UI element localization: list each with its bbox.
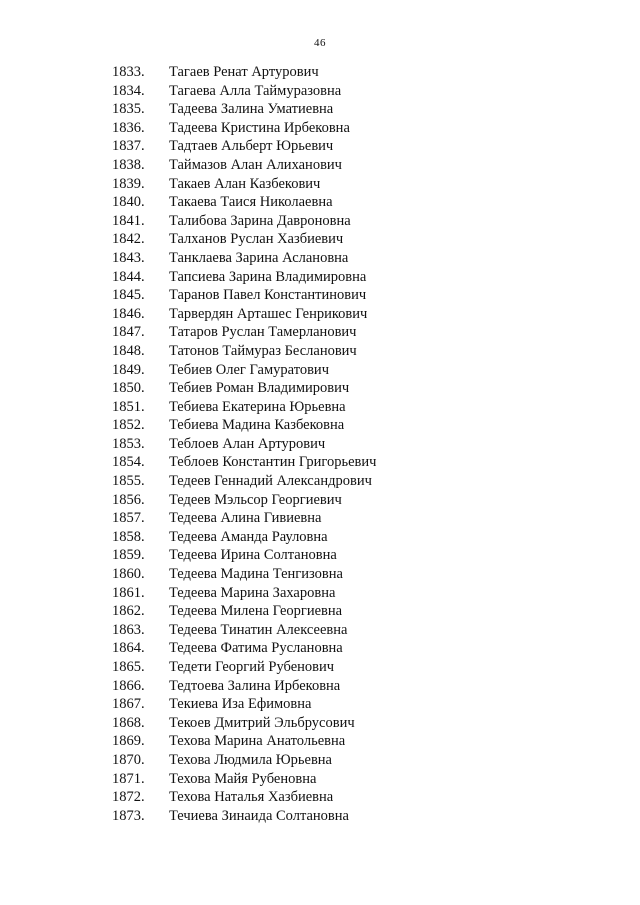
- entry-name: Тебиева Мадина Казбековна: [169, 417, 345, 434]
- list-item: [112, 528, 376, 547]
- entry-name: Тебиева Екатерина Юрьевна: [169, 398, 346, 415]
- entry-name: Техова Людмила Юрьевна: [169, 751, 332, 768]
- entry-number: 1846.: [112, 305, 145, 322]
- list-item: [112, 546, 376, 565]
- entry-number: 1853.: [112, 435, 145, 452]
- list-item: [112, 714, 376, 733]
- entry-number: 1860.: [112, 566, 145, 583]
- entry-name: Тедеев Мэльсор Георгиевич: [169, 491, 342, 508]
- entry-number: 1857.: [112, 510, 145, 527]
- list-item: [112, 156, 376, 175]
- list-item: [112, 770, 376, 789]
- list-item: [112, 63, 376, 82]
- list-item: [112, 677, 376, 696]
- entry-name: Тедеева Ирина Солтановна: [169, 547, 337, 564]
- list-item: [112, 732, 376, 751]
- entry-name: Тедеева Фатима Руслановна: [169, 640, 343, 657]
- entry-name: Текиева Иза Ефимовна: [169, 696, 312, 713]
- list-item: [112, 472, 376, 491]
- list-item: [112, 379, 376, 398]
- entry-number: 1847.: [112, 324, 145, 341]
- list-item: [112, 323, 376, 342]
- entry-number: 1865.: [112, 659, 145, 675]
- entry-name: Текоев Дмитрий Эльбрусович: [169, 714, 355, 731]
- list-item: [112, 193, 376, 212]
- entry-name: Тедеева Милена Георгиевна: [169, 603, 343, 620]
- list-item: [112, 137, 376, 156]
- entry-number: 1868.: [112, 714, 145, 731]
- entry-number: 1870.: [112, 751, 145, 768]
- entry-name: Тедети Георгий Рубенович: [169, 659, 335, 675]
- list-item: [112, 342, 376, 361]
- entry-number: 1850.: [112, 380, 145, 397]
- entry-name: Тадтаев Альберт Юрьевич: [169, 138, 334, 155]
- entry-number: 1863.: [112, 621, 145, 638]
- entry-name: Тедеев Геннадий Александрович: [169, 473, 372, 490]
- entry-name: Тадеева Кристина Ирбековна: [169, 119, 350, 136]
- entry-name: Техова Наталья Хазбиевна: [169, 789, 334, 806]
- name-list: [112, 63, 376, 825]
- entry-name: Тедеева Марина Захаровна: [169, 584, 336, 601]
- entry-number: 1873.: [112, 807, 145, 824]
- entry-name: Тедеева Алина Гивиевна: [169, 510, 322, 527]
- entry-number: 1869.: [112, 733, 145, 750]
- entry-number: 1867.: [112, 696, 145, 713]
- entry-number: 1852.: [112, 417, 145, 434]
- entry-name: Тедтоева Залина Ирбековна: [169, 677, 341, 694]
- list-item: [112, 398, 376, 417]
- entry-name: Танклаева Зарина Аслановна: [169, 249, 349, 266]
- entry-name: Тебиев Олег Гамуратович: [169, 361, 329, 378]
- list-item: [112, 286, 376, 305]
- list-item: [112, 602, 376, 621]
- entry-name: Такаев Алан Казбекович: [169, 175, 321, 192]
- entry-number: 1851.: [112, 398, 145, 415]
- entry-number: 1862.: [112, 603, 145, 620]
- entry-name: Теблоев Константин Григорьевич: [169, 454, 377, 471]
- entry-number: 1842.: [112, 231, 145, 248]
- entry-name: Тедеева Мадина Тенгизовна: [169, 566, 343, 583]
- entry-number: 1833.: [112, 64, 145, 80]
- list-item: [112, 249, 376, 268]
- entry-number: 1866.: [112, 677, 145, 694]
- list-item: [112, 268, 376, 287]
- entry-number: 1834.: [112, 82, 145, 99]
- entry-number: 1858.: [112, 528, 145, 545]
- list-item: [112, 361, 376, 380]
- entry-number: 1844.: [112, 268, 145, 285]
- entry-name: Течиева Зинаида Солтановна: [169, 807, 349, 824]
- list-item: [112, 807, 376, 826]
- entry-number: 1835.: [112, 101, 145, 118]
- entry-number: 1839.: [112, 175, 145, 192]
- list-item: [112, 453, 376, 472]
- list-item: [112, 212, 376, 231]
- list-item: [112, 751, 376, 770]
- entry-name: Тарвердян Арташес Генрикович: [169, 305, 368, 322]
- entry-number: 1837.: [112, 138, 145, 155]
- list-item: [112, 491, 376, 510]
- list-item: [112, 584, 376, 603]
- entry-number: 1861.: [112, 584, 145, 601]
- entry-number: 1849.: [112, 361, 145, 378]
- entry-number: 1854.: [112, 454, 145, 471]
- list-item: [112, 658, 376, 677]
- entry-name: Талханов Руслан Хазбиевич: [169, 231, 344, 248]
- entry-name: Тедеева Аманда Рауловна: [169, 528, 328, 545]
- entry-number: 1845.: [112, 287, 145, 304]
- entry-number: 1864.: [112, 640, 145, 657]
- entry-name: Таранов Павел Константинович: [169, 287, 367, 304]
- list-item: [112, 175, 376, 194]
- entry-name: Тадеева Залина Уматиевна: [169, 101, 334, 118]
- entry-name: Тапсиева Зарина Владимировна: [169, 268, 367, 285]
- page-number: 46: [314, 37, 326, 49]
- entry-number: 1872.: [112, 789, 145, 806]
- list-item: [112, 416, 376, 435]
- entry-number: 1843.: [112, 249, 145, 266]
- entry-name: Таймазов Алан Алиханович: [169, 156, 342, 173]
- list-item: [112, 621, 376, 640]
- entry-name: Талибова Зарина Давроновна: [169, 212, 351, 229]
- entry-name: Тагаева Алла Таймуразовна: [169, 82, 342, 99]
- entry-name: Техова Марина Анатольевна: [169, 733, 346, 750]
- entry-name: Техова Майя Рубеновна: [169, 770, 317, 787]
- list-item: [112, 82, 376, 101]
- entry-name: Теблоев Алан Артурович: [169, 435, 326, 452]
- entry-number: 1840.: [112, 194, 145, 211]
- entry-number: 1848.: [112, 342, 145, 359]
- entry-number: 1841.: [112, 212, 145, 229]
- list-item: [112, 788, 376, 807]
- list-item: [112, 565, 376, 584]
- list-item: [112, 435, 376, 454]
- entry-number: 1838.: [112, 156, 145, 173]
- entry-name: Татонов Таймураз Бесланович: [169, 342, 357, 359]
- entry-number: 1856.: [112, 491, 145, 508]
- list-item: [112, 695, 376, 714]
- list-item: [112, 509, 376, 528]
- entry-name: Тагаев Ренат Артурович: [169, 64, 319, 80]
- entry-number: 1855.: [112, 473, 145, 490]
- list-item: [112, 230, 376, 249]
- entry-number: 1859.: [112, 547, 145, 564]
- entry-number: 1871.: [112, 770, 145, 787]
- list-item: [112, 119, 376, 138]
- list-item: [112, 639, 376, 658]
- list-item: [112, 100, 376, 119]
- entry-name: Тедеева Тинатин Алексеевна: [169, 621, 348, 638]
- entry-name: Тебиев Роман Владимирович: [169, 380, 350, 397]
- entry-name: Татаров Руслан Тамерланович: [169, 324, 357, 341]
- list-item: [112, 305, 376, 324]
- entry-name: Такаева Таися Николаевна: [169, 194, 333, 211]
- entry-number: 1836.: [112, 119, 145, 136]
